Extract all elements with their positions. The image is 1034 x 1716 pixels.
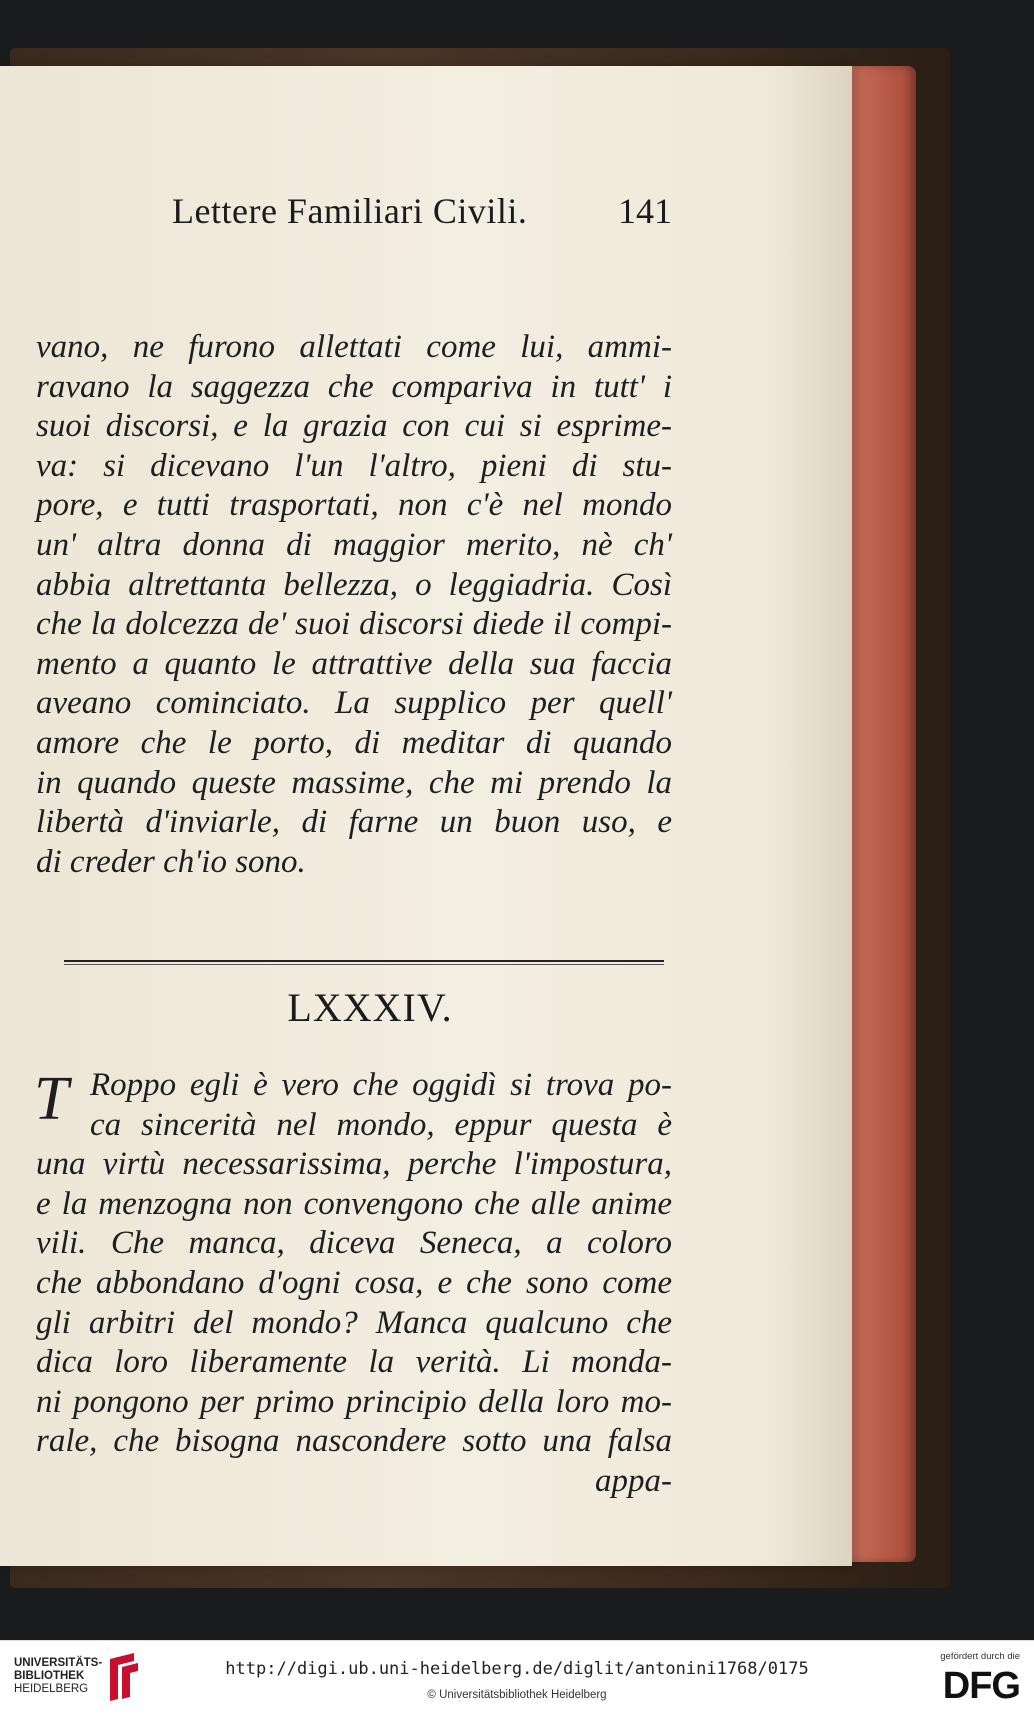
text-line: amore che le porto, di meditar di quando bbox=[36, 724, 672, 761]
text-line: ni pongono per primo principio della loro mo- bbox=[36, 1383, 672, 1420]
text-line: rale, che bisogna nascondere sotto una falsa bbox=[36, 1423, 672, 1460]
drop-cap: T bbox=[34, 1065, 69, 1133]
paragraph-2 bbox=[36, 1066, 672, 1502]
text-line: gli arbitri del mondo? Manca qualcuno che bbox=[36, 1304, 672, 1341]
text-line: Roppo egli è vero che oggidì si trova po- bbox=[90, 1067, 672, 1103]
text-line: ca sincerità nel mondo, eppur questa è bbox=[90, 1106, 672, 1143]
library-name-line: UNIVERSITÄTS- bbox=[14, 1657, 103, 1669]
text-line: vano, ne furono allettati come lui, ammi- bbox=[36, 329, 672, 365]
library-name-line: BIBLIOTHEK bbox=[14, 1670, 85, 1682]
running-title: Lettere Familiari Civili. bbox=[172, 191, 528, 231]
book-page bbox=[0, 66, 852, 1566]
letter-heading: LXXXIV. bbox=[287, 985, 453, 1030]
section-rule bbox=[64, 960, 664, 965]
permalink-url[interactable]: http://digi.ub.uni-heidelberg.de/diglit/antonini1768/0175 bbox=[225, 1659, 809, 1679]
footer-bar bbox=[0, 1640, 1034, 1716]
text-line: e la menzogna non convengono che alle anime bbox=[36, 1185, 672, 1222]
text-line: libertà d'inviarle, di farne un buon uso, e bbox=[36, 804, 672, 841]
running-head bbox=[172, 190, 672, 246]
dfg-logo[interactable]: DFG bbox=[942, 1665, 1020, 1707]
library-name-line: HEIDELBERG bbox=[14, 1683, 89, 1695]
text-line: va: si dicevano l'un l'altro, pieni di stu- bbox=[36, 447, 672, 484]
text-line: pore, e tutti trasportati, non c'è nel mondo bbox=[36, 487, 672, 524]
page-number: 141 bbox=[618, 191, 672, 231]
text-line: vili. Che manca, diceva Seneca, a coloro bbox=[36, 1225, 672, 1262]
text-line: dica loro liberamente la verità. Li monda- bbox=[36, 1344, 672, 1381]
text-line: che abbondano d'ogni cosa, e che sono come bbox=[36, 1264, 672, 1301]
text-line: un' altra donna di maggior merito, nè ch' bbox=[36, 526, 672, 563]
catchword: appa- bbox=[595, 1462, 672, 1499]
text-line: in quando queste massime, che mi prendo la bbox=[36, 764, 672, 801]
text-line: una virtù necessarissima, perche l'impostura, bbox=[36, 1146, 672, 1183]
text-line: ravano la saggezza che compariva in tutt' i bbox=[36, 368, 672, 405]
text-line: suoi discorsi, e la grazia con cui si esprime- bbox=[36, 408, 672, 445]
funded-by-label: gefördert durch die bbox=[940, 1651, 1020, 1662]
text-line: mento a quanto le attrattive della sua faccia bbox=[36, 645, 672, 682]
text-line: che la dolcezza de' suoi discorsi diede il compi- bbox=[36, 606, 672, 643]
text-line: abbia altrettanta bellezza, o leggiadria. Così bbox=[36, 566, 672, 603]
text-line: aveano cominciato. La supplico per quell' bbox=[36, 685, 672, 722]
copyright-notice: © Universitätsbibliothek Heidelberg bbox=[427, 1689, 607, 1701]
paragraph-1 bbox=[36, 328, 672, 882]
text-line: di creder ch'io sono. bbox=[36, 843, 306, 880]
